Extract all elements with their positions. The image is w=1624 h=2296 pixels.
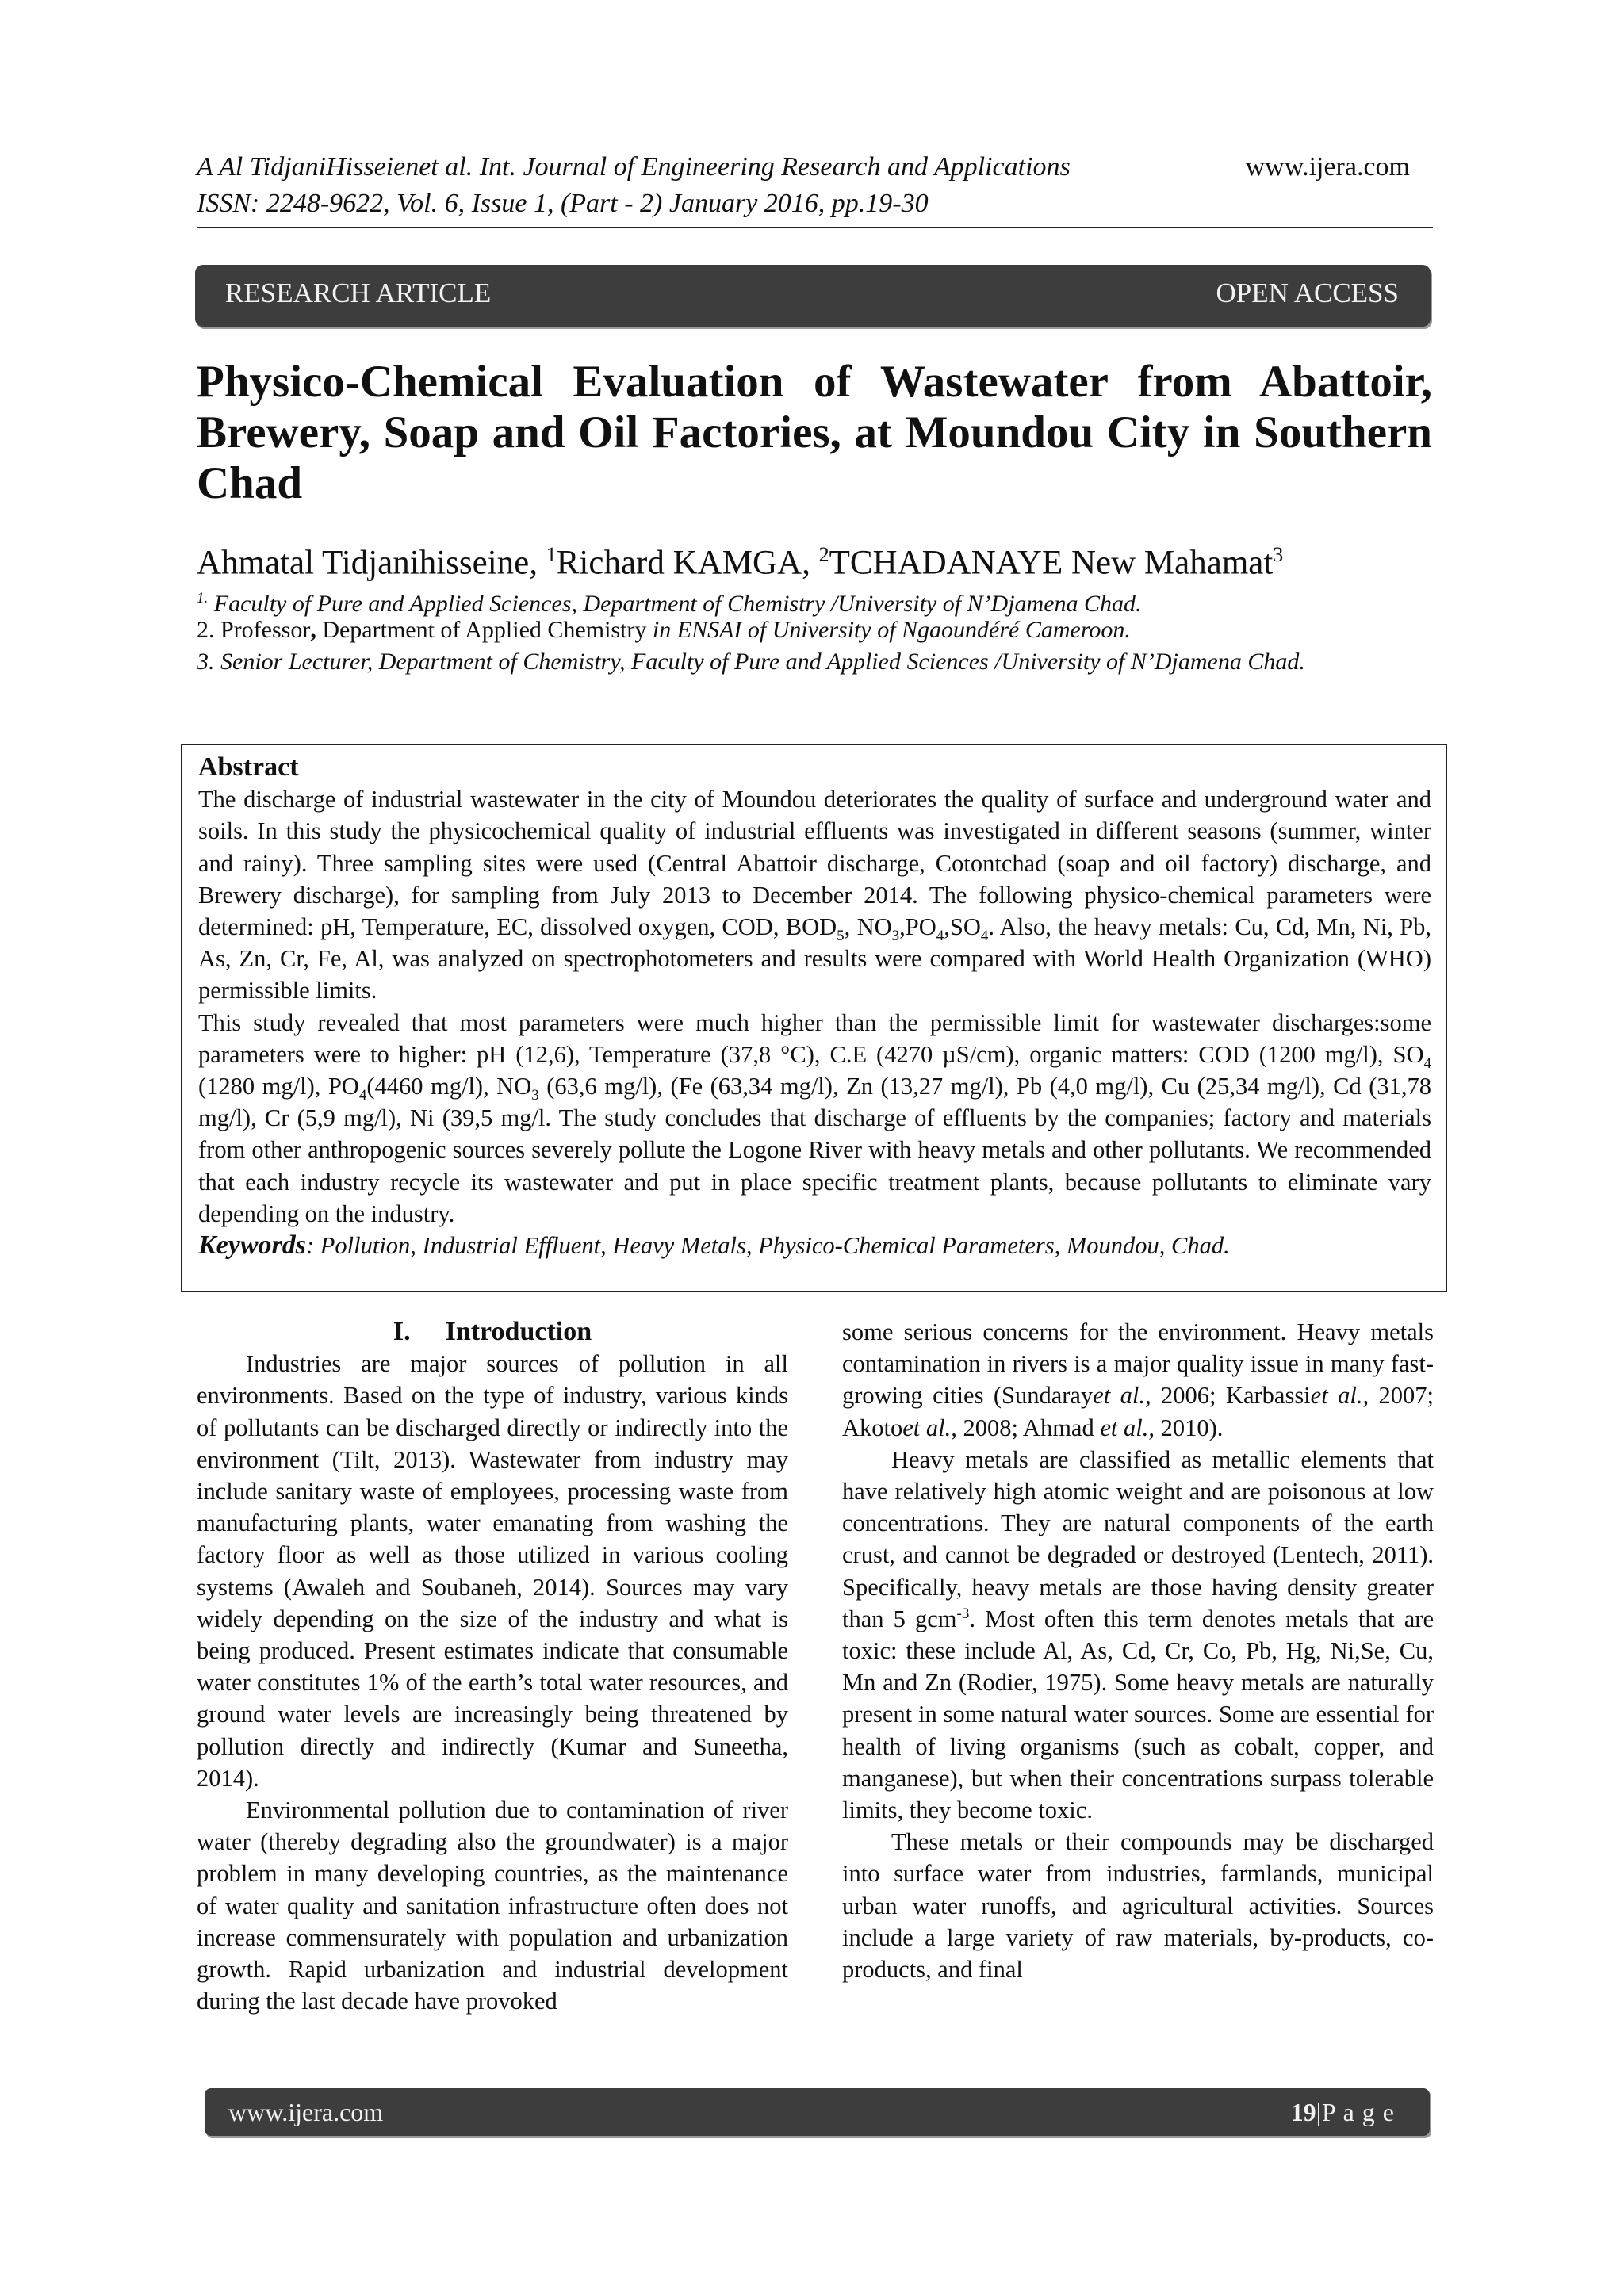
abstract-p1-text-c: ,PO xyxy=(899,913,936,941)
affiliation-2-institution: in ENSAI of University of Ngaoundéré Cameroon. xyxy=(652,617,1131,643)
abstract-p2-sub-2: 4 xyxy=(358,1087,367,1104)
right-p1-etal-3: et al., xyxy=(902,1414,957,1441)
keywords-line xyxy=(198,1230,1431,1261)
left-column xyxy=(197,1316,788,2017)
page-label: |P a g e xyxy=(1316,2098,1395,2126)
right-column xyxy=(842,1316,1434,1985)
running-header-citation xyxy=(197,152,1410,182)
page-footer xyxy=(205,2088,1430,2136)
abstract-p1-text-b: , NO xyxy=(844,913,892,941)
right-p1-text-a: some serious concerns for the environment. Heavy metals contamination in rivers is a major quality issue in many fast-growing cities (Sundaray xyxy=(842,1318,1434,1410)
abstract-p2-text-c: (4460 mg/l), NO xyxy=(366,1073,532,1100)
section-number: I. xyxy=(393,1317,411,1346)
abstract-heading: Abstract xyxy=(198,752,299,782)
abstract-p1-sub-1: 5 xyxy=(837,928,845,945)
open-access-label: OPEN ACCESS xyxy=(1216,277,1399,308)
author-2: Richard KAMGA, xyxy=(556,544,819,582)
header-journal-citation: A Al TidjaniHisseienet al. Int. Journal of Engineering Research and Applications xyxy=(197,152,1071,182)
abstract-p2-text-b: (1280 mg/l), PO xyxy=(198,1073,359,1100)
author-2-mark: 2 xyxy=(818,543,829,566)
article-type-banner xyxy=(195,265,1431,327)
paper-title: Physico-Chemical Evaluation of Wastewater from Abattoir, Brewery, Soap and Oil Factories, at Moundou City in Southern Chad xyxy=(197,357,1432,508)
abstract-p2-sub-3: 3 xyxy=(531,1087,539,1104)
abstract-p1-text-d: ,SO xyxy=(944,913,981,941)
right-p2-text-a: Heavy metals are classified as metallic elements that have relatively high atomic weight and are poisonous at low concentrations. They are natural components of the earth crust, and cannot be degraded or destroyed (Lentech, 2011). Specifically, heavy metals are those having density greater than 5 gcm xyxy=(842,1445,1434,1632)
section-title: Introduction xyxy=(445,1317,592,1346)
affiliation-2-mark: 2. xyxy=(197,617,220,643)
intro-paragraph-2: Environmental pollution due to contamination of river water (thereby degrading also the groundwater) is a major problem in many developing countries, as the maintenance of water quality and sanitation infrastructure often does not increase commensurately with population and urbanization growth. Rapid urbanization and industrial development during the last decade have provoked xyxy=(197,1797,788,2015)
abstract-paragraph-2 xyxy=(198,1007,1431,1230)
keywords-text: : Pollution, Industrial Effluent, Heavy Metals, Physico-Chemical Parameters, Moundou, Chad. xyxy=(306,1232,1230,1260)
right-paragraph-2 xyxy=(842,1444,1434,1826)
right-p1-text-e: 2010). xyxy=(1154,1414,1224,1441)
author-3-mark: 3 xyxy=(1273,543,1284,566)
abstract-p2-text-d: (63,6 mg/l), (Fe (63,34 mg/l), Zn (13,27 mg/l), Pb (4,0 mg/l), Cu (25,34 mg/l), Cd (31,78 mg/l), Cr (5,9 mg/l), Ni (39,5 mg/l. The study concludes that discharge of effluents by the companies; factory and materials from other anthropogenic sources severely pollute the Logone River with heavy metals and other pollutants. We recommended that each industry recycle its wastewater and put in place specific treatment plants, because pollutants to eliminate vary depending on the industry. xyxy=(198,1073,1431,1227)
header-url-link[interactable]: www.ijera.com xyxy=(1245,152,1410,182)
research-article-label: RESEARCH ARTICLE xyxy=(225,277,492,308)
page-number: 19 xyxy=(1290,2098,1316,2126)
page-number-label xyxy=(1291,2098,1395,2127)
abstract-p1-sub-4: 4 xyxy=(980,928,989,945)
right-p1-text-b: 2006; Karbassi xyxy=(1151,1382,1311,1410)
abstract-box xyxy=(181,744,1447,1292)
affiliation-2-comma: , xyxy=(310,617,316,643)
abstract-p1-text-a: The discharge of industrial wastewater in the city of Moundou deteriorates the quality of surface and underground water and soils. In this study the physicochemical quality of industrial effluents was investigated in different seasons (summer, winter and rainy). Three sampling sites were used (Central Abattoir discharge, Cotontchad (soap and oil factory) discharge, and Brewery discharge), for sampling from July 2013 to December 2014. The following physico-chemical parameters were determined: pH, Temperature, EC, dissolved oxygen, COD, BOD xyxy=(198,786,1431,941)
abstract-p2-sub-1: 4 xyxy=(1423,1054,1431,1072)
abstract-p1-text-e: . Also, the heavy metals: Cu, Cd, Mn, Ni, Pb, As, Zn, Cr, Fe, Al, was analyzed on spectrophotometers and results were compared with World Health Organization (WHO) permissible limits. xyxy=(198,913,1431,1004)
author-1: Ahmatal Tidjanihisseine, xyxy=(197,544,546,582)
author-1-mark: 1 xyxy=(546,543,557,566)
abstract-paragraph-1 xyxy=(198,783,1431,1006)
abstract-p2-text-a: This study revealed that most parameters were much higher than the permissible limit for wastewater discharges:some parameters were to higher: pH (12,6), Temperature (37,8 °C), C.E (4270 µS/cm), organic matters: COD (1200 mg/l), SO xyxy=(198,1008,1431,1068)
affiliation-2 xyxy=(197,614,1432,646)
section-heading xyxy=(197,1316,788,1348)
author-list xyxy=(197,533,1432,585)
right-p2-text-b: . Most often this term denotes metals that are toxic: these include Al, As, Cd, Cr, Co, Pb, Hg, Ni,Se, Cu, Mn and Zn (Rodier, 1975). Some heavy metals are naturally present in some natural water sources. Some are essential for health of living organisms (such as cobalt, copper, and manganese), but when their concentrations surpass tolerable limits, they become toxic. xyxy=(842,1605,1434,1824)
header-divider xyxy=(197,227,1433,228)
affiliation-3: 3. Senior Lecturer, Department of Chemistry, Faculty of Pure and Applied Sciences /University of N’Djamena Chad. xyxy=(197,649,1305,675)
right-p1-etal-1: et al., xyxy=(1093,1382,1151,1410)
abstract-p1-sub-3: 4 xyxy=(936,928,944,945)
right-paragraph-3: These metals or their compounds may be discharged into surface water from industries, farmlands, municipal urban water runoffs, and agricultural activities. Sources include a large variety of raw materials, by-products, co-products, and final xyxy=(842,1828,1434,1984)
right-p1-text-c: 2007; Akoto xyxy=(842,1382,1434,1441)
right-p1-etal-4: et al., xyxy=(1100,1414,1155,1441)
right-paragraph-1 xyxy=(842,1316,1434,1444)
right-p1-etal-2: et al., xyxy=(1310,1382,1369,1410)
author-3: TCHADANAYE New Mahamat xyxy=(829,544,1274,582)
affiliation-2-dept: Department of Applied Chemistry xyxy=(316,617,653,643)
intro-paragraph-1: Industries are major sources of pollution in all environments. Based on the type of industry, various kinds of pollutants can be discharged directly or indirectly into the environment (Tilt, 2013). Wastewater from industry may include sanitary waste of employees, processing waste from manufacturing plants, water emanating from washing the factory floor as well as those utilized in various cooling systems (Awaleh and Soubaneh, 2014). Sources may vary widely depending on the size of the industry and what is being produced. Present estimates indicate that consumable water constitutes 1% of the earth’s total water resources, and ground water levels are increasingly being threatened by pollution directly and indirectly (Kumar and Suneetha, 2014). xyxy=(197,1350,788,1792)
affiliation-1-text: Faculty of Pure and Applied Sciences, Department of Chemistry /University of N’Djamena Chad. xyxy=(208,591,1142,617)
affiliation-2-role: Professor xyxy=(220,617,311,643)
footer-url-link[interactable]: www.ijera.com xyxy=(228,2098,384,2126)
right-p2-sup: -3 xyxy=(956,1605,970,1622)
keywords-heading: Keywords xyxy=(198,1230,306,1261)
abstract-p1-sub-2: 3 xyxy=(891,928,900,945)
right-p1-text-d: 2008; Ahmad xyxy=(956,1414,1101,1441)
abstract-content xyxy=(198,752,1431,1261)
header-issn-line: ISSN: 2248-9622, Vol. 6, Issue 1, (Part - 2) January 2016, pp.19-30 xyxy=(197,189,929,218)
affiliation-1-mark: 1. xyxy=(197,590,209,607)
